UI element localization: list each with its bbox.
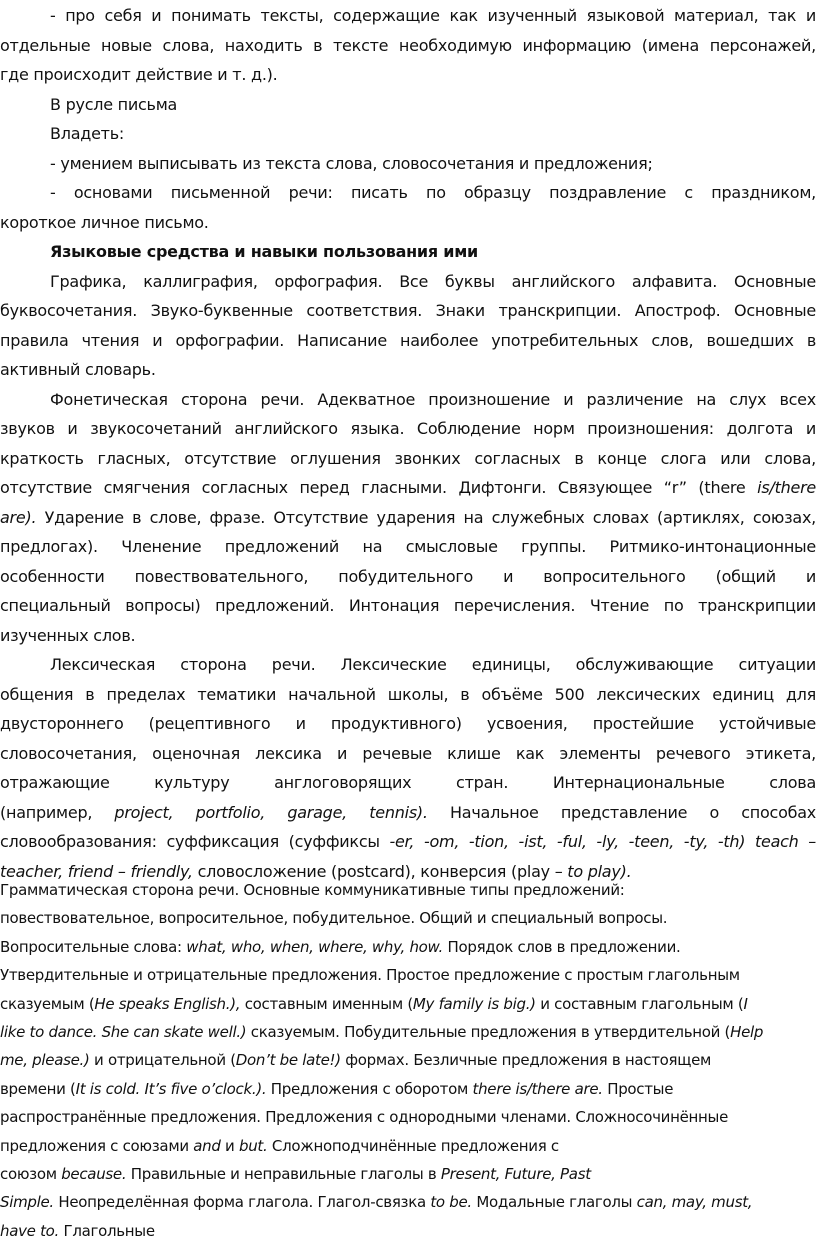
- text-run: двустороннего (рецептивного и продуктивного) усвоения, простейшие устойчивые: [0, 714, 816, 733]
- text-run: повествовательное, вопросительное, побудительное. Общий и специальный вопросы.: [0, 909, 668, 928]
- grammar-text-section: [0, 876, 816, 1245]
- section-heading: Языковые средства и навыки пользования ими: [50, 242, 478, 261]
- text-run: предлогах). Членение предложений на смысловые группы. Ритмико-интонационные: [0, 537, 816, 556]
- text-run: отдельные новые слова, находить в тексте необходимую информацию (имена персонажей,: [0, 35, 816, 55]
- text-run: Сложноподчинённые предложения с: [267, 1136, 559, 1155]
- text-line: [0, 1046, 816, 1074]
- text-line: [0, 444, 816, 474]
- text-run: особенности повествовательного, побудительного и вопросительного (общий и: [0, 566, 816, 586]
- text-run: сказуемым (: [0, 994, 95, 1013]
- text-line: [0, 355, 816, 385]
- text-run: Фонетическая сторона речи. Адекватное произношение и различение на слух всех: [50, 389, 816, 409]
- text-run: словосложение (postcard), конверсия (play –: [192, 861, 568, 881]
- text-line: [0, 621, 816, 651]
- text-line: [0, 237, 816, 267]
- text-run: изученных слов.: [0, 625, 136, 645]
- italic-text: because.: [61, 1165, 127, 1184]
- text-line: [0, 60, 816, 90]
- text-run: Правильные и неправильные глаголы в: [126, 1165, 441, 1184]
- text-run: Предложения с оборотом: [266, 1079, 473, 1098]
- text-line: [0, 768, 816, 798]
- text-run: Глагольные: [59, 1221, 155, 1240]
- text-line: [0, 650, 816, 680]
- text-run: буквосочетания. Звуко-буквенные соответствия. Знаки транскрипции. Апостроф. Основные: [0, 301, 816, 320]
- text-line: [0, 296, 816, 326]
- italic-text: is/there: [757, 478, 816, 497]
- text-run: формах. Безличные предложения в настоящем: [340, 1051, 712, 1070]
- text-line: [0, 1103, 816, 1131]
- text-run: Вопросительные слова:: [0, 937, 187, 956]
- text-run: Простые: [602, 1079, 674, 1098]
- text-run: Порядок слов в предложении.: [443, 937, 681, 956]
- text-line: [0, 1132, 816, 1160]
- italic-text: Help: [730, 1023, 764, 1042]
- text-run: и составным глагольным (: [535, 994, 744, 1013]
- text-run: (например,: [0, 802, 115, 822]
- text-run: Графика, каллиграфия, орфография. Все буквы английского алфавита. Основные: [50, 271, 816, 291]
- italic-text: to play).: [567, 861, 632, 881]
- text-line: [0, 1018, 816, 1046]
- text-line: [0, 149, 816, 179]
- text-line: [0, 739, 816, 769]
- text-line: [0, 1, 816, 31]
- italic-text: and: [193, 1136, 221, 1155]
- text-run: - умением выписывать из текста слова, словосочетания и предложения;: [50, 153, 653, 173]
- italic-text: what, who, when, where, why, how.: [186, 937, 444, 956]
- text-run: Грамматическая сторона речи. Основные коммуникативные типы предложений:: [0, 881, 625, 899]
- text-line: [0, 990, 816, 1018]
- text-line: [0, 876, 816, 904]
- text-line: [0, 562, 816, 592]
- italic-text: like to dance. She can skate well.): [0, 1023, 247, 1042]
- italic-text: there is/there are.: [472, 1079, 603, 1098]
- text-run: словообразования: суффиксация (суффиксы: [0, 832, 390, 851]
- text-line: [0, 904, 816, 932]
- text-run: Лексическая сторона речи. Лексические единицы, обслуживающие ситуации: [50, 655, 816, 674]
- text-line: [0, 90, 816, 120]
- text-run: составным именным (: [240, 994, 413, 1013]
- text-run: активный словарь.: [0, 360, 156, 379]
- text-line: [0, 1160, 816, 1188]
- text-run: отсутствие смягчения согласных перед гласными. Дифтонги. Связующее “r” (there: [0, 478, 758, 497]
- italic-text: can, may, must,: [636, 1193, 753, 1212]
- text-line: [0, 1217, 816, 1245]
- text-run: Неопределённая форма глагола. Глагол-связка: [53, 1193, 431, 1212]
- text-line: [0, 680, 816, 710]
- text-line: [0, 208, 816, 238]
- text-line: [0, 267, 816, 297]
- text-run: Модальные глаголы: [471, 1193, 637, 1212]
- text-run: - про себя и понимать тексты, содержащие как изученный языковой материал, так и: [50, 6, 816, 25]
- text-line: [0, 178, 816, 208]
- text-line: [0, 798, 816, 828]
- text-run: Начальное представление о способах: [427, 802, 816, 822]
- text-run: короткое личное письмо.: [0, 212, 209, 232]
- text-line: [0, 961, 816, 989]
- text-run: Ударение в слове, фразе. Отсутствие ударения на служебных словах (артиклях, союзах,: [36, 507, 816, 527]
- text-run: В русле письма: [50, 94, 178, 114]
- text-line: [0, 591, 816, 621]
- text-line: [0, 709, 816, 739]
- text-run: специальный вопросы) предложений. Интонация перечисления. Чтение по транскрипции: [0, 596, 816, 615]
- text-line: [0, 119, 816, 149]
- italic-text: It is cold. It’s five o’clock.).: [75, 1079, 267, 1098]
- italic-text: me, please.): [0, 1051, 90, 1070]
- italic-text: but.: [238, 1136, 268, 1155]
- text-line: [0, 326, 816, 356]
- text-run: Утвердительные и отрицательные предложения. Простое предложение с простым глагольным: [0, 966, 740, 985]
- text-line: [0, 532, 816, 562]
- main-text-section: [0, 1, 816, 886]
- text-run: Владеть:: [50, 124, 125, 143]
- italic-text: He speaks English.),: [94, 994, 241, 1013]
- text-run: словосочетания, оценочная лексика и речевые клише как элементы речевого этикета,: [0, 743, 816, 763]
- text-line: [0, 414, 816, 444]
- italic-text: Simple.: [0, 1193, 54, 1212]
- text-run: и отрицательной (: [89, 1051, 236, 1070]
- text-line: [0, 473, 816, 503]
- italic-text: to be.: [430, 1193, 472, 1212]
- text-run: - основами письменной речи: писать по образцу поздравление с праздником,: [50, 183, 816, 202]
- text-run: предложения с союзами: [0, 1136, 194, 1155]
- italic-text: My family is big.): [412, 994, 536, 1013]
- text-line: [0, 933, 816, 961]
- italic-text: -er, -om, -tion, -ist, -ful, -ly, -teen, -ty, -th) teach –: [389, 832, 816, 851]
- italic-text: project, portfolio, garage, tennis).: [114, 802, 428, 822]
- text-line: [0, 1075, 816, 1103]
- italic-text: have to.: [0, 1221, 59, 1240]
- italic-text: I: [743, 994, 748, 1013]
- text-run: отражающие культуру англоговорящих стран. Интернациональные слова: [0, 773, 816, 792]
- text-line: [0, 385, 816, 415]
- italic-text: are).: [0, 507, 37, 527]
- text-run: правила чтения и орфографии. Написание наиболее употребительных слов, вошедших в: [0, 330, 816, 350]
- text-run: сказуемым. Побудительные предложения в утвердительной (: [246, 1023, 731, 1042]
- text-run: союзом: [0, 1165, 62, 1184]
- text-run: звуков и звукосочетаний английского языка. Соблюдение норм произношения: долгота и: [0, 419, 816, 438]
- italic-text: Don’t be late!): [235, 1051, 341, 1070]
- text-line: [0, 31, 816, 61]
- text-run: краткость гласных, отсутствие оглушения звонких согласных в конце слога или слова,: [0, 448, 816, 468]
- text-run: общения в пределах тематики начальной школы, в объёме 500 лексических единиц для: [0, 684, 816, 704]
- text-run: где происходит действие и т. д.).: [0, 65, 278, 84]
- text-run: распространённые предложения. Предложения с однородными членами. Сложносочинённые: [0, 1108, 729, 1127]
- italic-text: Present, Future, Past: [440, 1165, 591, 1184]
- text-run: времени (: [0, 1079, 76, 1098]
- text-run: и: [220, 1136, 239, 1155]
- text-line: [0, 827, 816, 857]
- text-line: [0, 1188, 816, 1216]
- text-line: [0, 503, 816, 533]
- italic-text: teacher, friend – friendly,: [0, 861, 193, 881]
